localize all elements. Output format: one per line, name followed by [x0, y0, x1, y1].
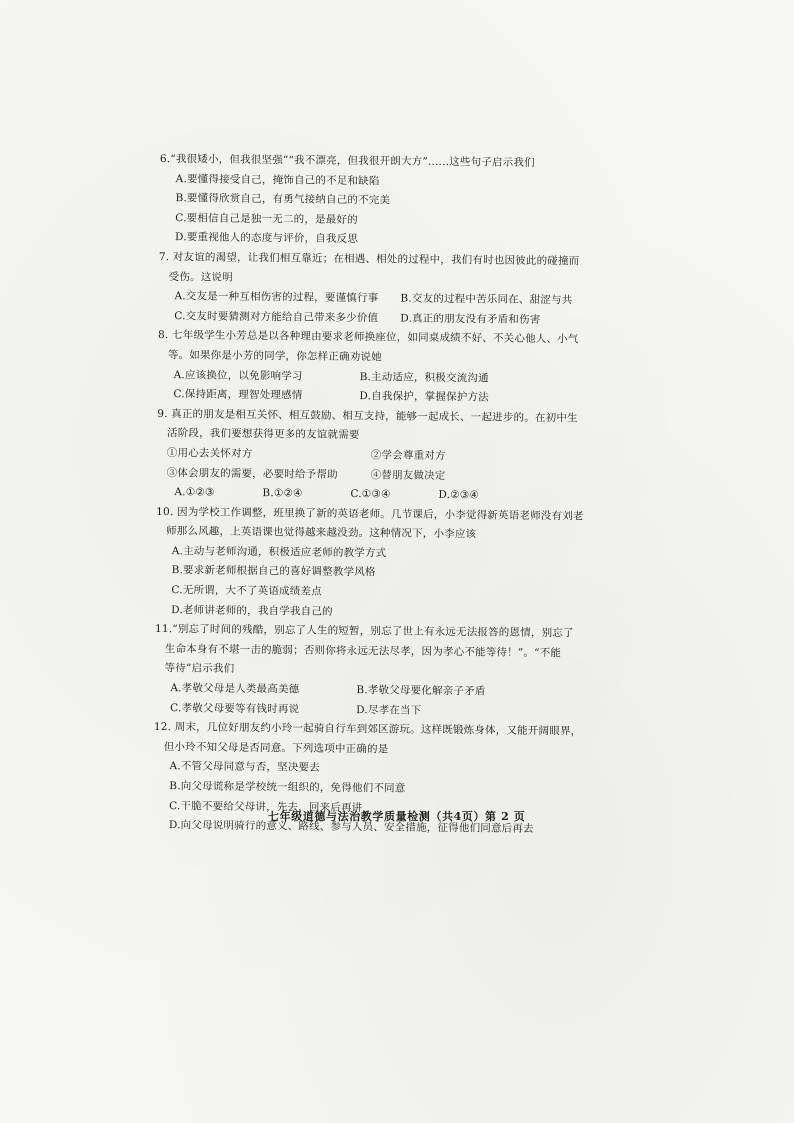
- question-stem-continued: 生命本身有不堪一击的脆弱；否则你将永远无法尽孝，因为孝心不能等待！”。“不能: [164, 642, 562, 660]
- question-11: [154, 620, 615, 723]
- option-c: C.要相信自己是独一无二的，是最好的: [175, 211, 358, 226]
- option-c: C.交友时要猜测对方能给自己带来多少价值: [174, 309, 379, 325]
- choice-a: A.①②③: [174, 486, 215, 499]
- question-stem-continued: 但小玲不知父母是否同意。下列选项中正确的是: [163, 740, 389, 756]
- question-stem-continued: 等。如果你是小芳的同学，你怎样正确劝说她: [167, 349, 382, 364]
- question-stem-continued: 师那么风趣，上英语课也觉得越来越没劲。这种情况下，小李应该: [165, 525, 477, 541]
- option-d: D.向父母说明骑行的意义、路线、参与人员、安全措施，征得他们同意后再去: [168, 819, 534, 836]
- option-d: D.尽孝在当下: [356, 703, 422, 717]
- statement-2: ②学会尊重对方: [370, 449, 446, 462]
- statement-4: ④替朋友做决定: [370, 468, 446, 482]
- choice-b: B.①②④: [262, 487, 303, 500]
- option-b: B.向父母谎称是学校统一组织的，免得他们不同意: [169, 780, 406, 795]
- option-d: D.真正的朋友没有矛盾和伤害: [400, 312, 541, 326]
- question-9: [156, 405, 617, 508]
- question-7: [158, 248, 619, 331]
- option-a: A.不管父母同意与否，坚决要去: [169, 760, 321, 775]
- option-a: A.孝敬父母是人类最高美德: [170, 682, 300, 696]
- option-b: B.孝敬父母要化解亲子矛盾: [356, 684, 486, 698]
- question-stem: 10. 因为学校工作调整，班里换了新的英语老师。几节课后，小李觉得新英语老师没有刘老: [156, 505, 584, 523]
- option-c: C.无所谓，大不了英语成绩差点: [171, 584, 322, 598]
- option-d: D.自我保护，掌握保护方法: [359, 390, 489, 404]
- option-a: A.主动与老师沟通，积极适应老师的教学方式: [171, 545, 387, 560]
- question-stem-continued: 活阶段，我们要想获得更多的友谊就需要: [166, 427, 360, 442]
- choice-d: D.②③④: [438, 489, 480, 502]
- option-b: B.主动适应，积极交流沟通: [359, 370, 489, 384]
- choice-c: C.①③④: [350, 488, 391, 501]
- question-8: [157, 326, 618, 409]
- option-c: C.保持距离，理智处理感情: [173, 388, 303, 402]
- question-stem: 6.“我很矮小，但我很坚强”“我不漂亮，但我很开朗大方”......这些句子启示我们: [159, 152, 535, 169]
- statement-3: ③体会朋友的需要，必要时给予帮助: [166, 466, 338, 481]
- question-stem: 9. 真正的朋友是相互关怀、相互鼓励、相互支持，能够一起成长、一起进步的。在初中生: [157, 407, 578, 425]
- question-6: [159, 150, 620, 253]
- option-c: C.干脆不要给父母讲，先去，回来后再讲: [169, 799, 363, 814]
- option-b: B.要求新老师根据自己的喜好调整教学风格: [171, 564, 376, 579]
- question-stem-continued: 受伤。这说明: [168, 270, 233, 284]
- question-stem: 11.“别忘了时间的残酷，别忘了人生的短暂，别忘了世上有永远无法报答的恩情，别忘了: [154, 623, 574, 640]
- question-stem: 12. 周末，几位好朋友约小玲一起骑自行车到郊区游玩。这样既锻炼身体，又能开阔眼界，: [153, 721, 582, 738]
- page-footer: 七年级道德与法治教学质量检测（共4页）第 2 页: [268, 810, 526, 823]
- question-10: [155, 503, 616, 625]
- option-c: C.孝敬父母要等有钱时再说: [170, 701, 300, 716]
- option-a: A.交友是一种互相伤害的过程，要谨慎行事: [174, 290, 379, 305]
- option-a: A.应该换位，以免影响学习: [173, 368, 303, 383]
- question-stem-continued: 等待”启示我们: [164, 662, 235, 676]
- option-b: B.交友的过程中苦乐同在、甜涩与共: [400, 292, 573, 307]
- question-stem: 7. 对友谊的渴望，让我们相互靠近；在相遇、相处的过程中，我们有时也因彼此的碰撞而: [158, 250, 580, 268]
- option-b: B.要懂得欣赏自己，有勇气接纳自己的不完美: [175, 192, 391, 207]
- question-stem: 8. 七年级学生小芳总是以各种理由要求老师换座位，如同桌成绩不好、不关心他人、小气: [157, 329, 579, 346]
- option-a: A.要懂得接受自己，掩饰自己的不足和缺陷: [175, 172, 380, 187]
- option-d: D.要重视他人的态度与评价，自我反思: [175, 231, 359, 246]
- option-d: D.老师讲老师的，我自学我自己的: [171, 603, 333, 618]
- question-list: [153, 150, 620, 841]
- statement-1: ①用心去关怀对方: [166, 446, 253, 460]
